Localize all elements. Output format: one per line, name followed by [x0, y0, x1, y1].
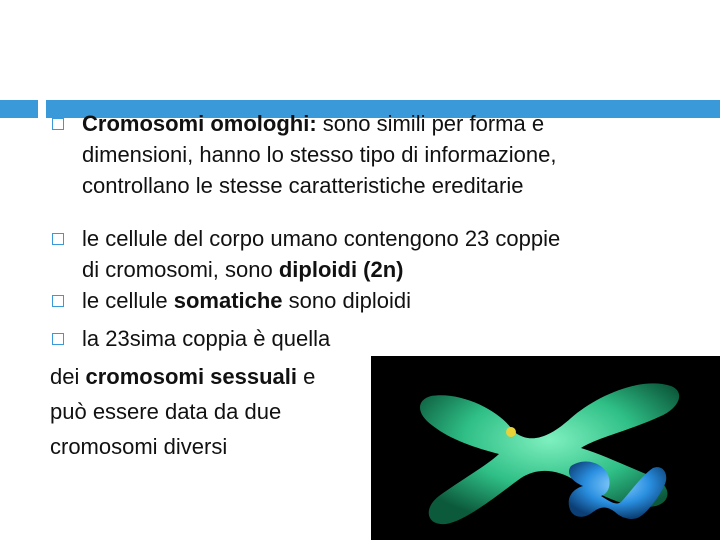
- continuation-bold: cromosomi sessuali: [85, 364, 298, 389]
- bullet-3-bold: somatiche: [173, 288, 283, 313]
- hollow-square-icon: [52, 333, 64, 345]
- continuation-text-2: può essere data da due: [50, 399, 282, 424]
- hollow-square-icon: [52, 295, 64, 307]
- bullet-3-text-2: sono diploidi: [282, 288, 411, 313]
- bullet-1-text-3: controllano le stesse caratteristiche ereditarie: [82, 173, 524, 198]
- continuation-text-1b: e: [297, 364, 316, 389]
- chromosome-illustration: [371, 356, 720, 540]
- bullet-4-text: la 23sima coppia è quella: [82, 326, 331, 351]
- bullet-1-line-1: [82, 108, 544, 139]
- bullet-2-line-2: [82, 254, 404, 285]
- bullet-2-text-2: di cromosomi, sono: [82, 257, 279, 282]
- bullet-4-line-1: [82, 323, 330, 354]
- continuation-text-3: cromosomi diversi: [50, 434, 228, 459]
- hollow-square-icon: [52, 118, 64, 130]
- continuation-line-3: [50, 431, 227, 462]
- bullet-1-line-3: [82, 170, 523, 201]
- continuation-line-2: [50, 396, 281, 427]
- continuation-line-1: [50, 361, 315, 392]
- chromosome-image: [371, 356, 720, 540]
- continuation-text-1: dei: [50, 364, 86, 389]
- bullet-1-text: sono simili per forma e: [316, 111, 545, 136]
- bullet-1-bold: Cromosomi omologhi:: [82, 111, 317, 136]
- bullet-2-text: le cellule del corpo umano contengono 23 coppie: [82, 226, 561, 251]
- bullet-1-line-2: [82, 139, 557, 170]
- bullet-3-line-1: [82, 285, 411, 316]
- bullet-2-bold: diploidi (2n): [278, 257, 404, 282]
- bullet-2-line-1: [82, 223, 560, 254]
- bullet-1-text-2: dimensioni, hanno lo stesso tipo di informazione,: [82, 142, 557, 167]
- hollow-square-icon: [52, 233, 64, 245]
- bullet-3-text: le cellule: [82, 288, 174, 313]
